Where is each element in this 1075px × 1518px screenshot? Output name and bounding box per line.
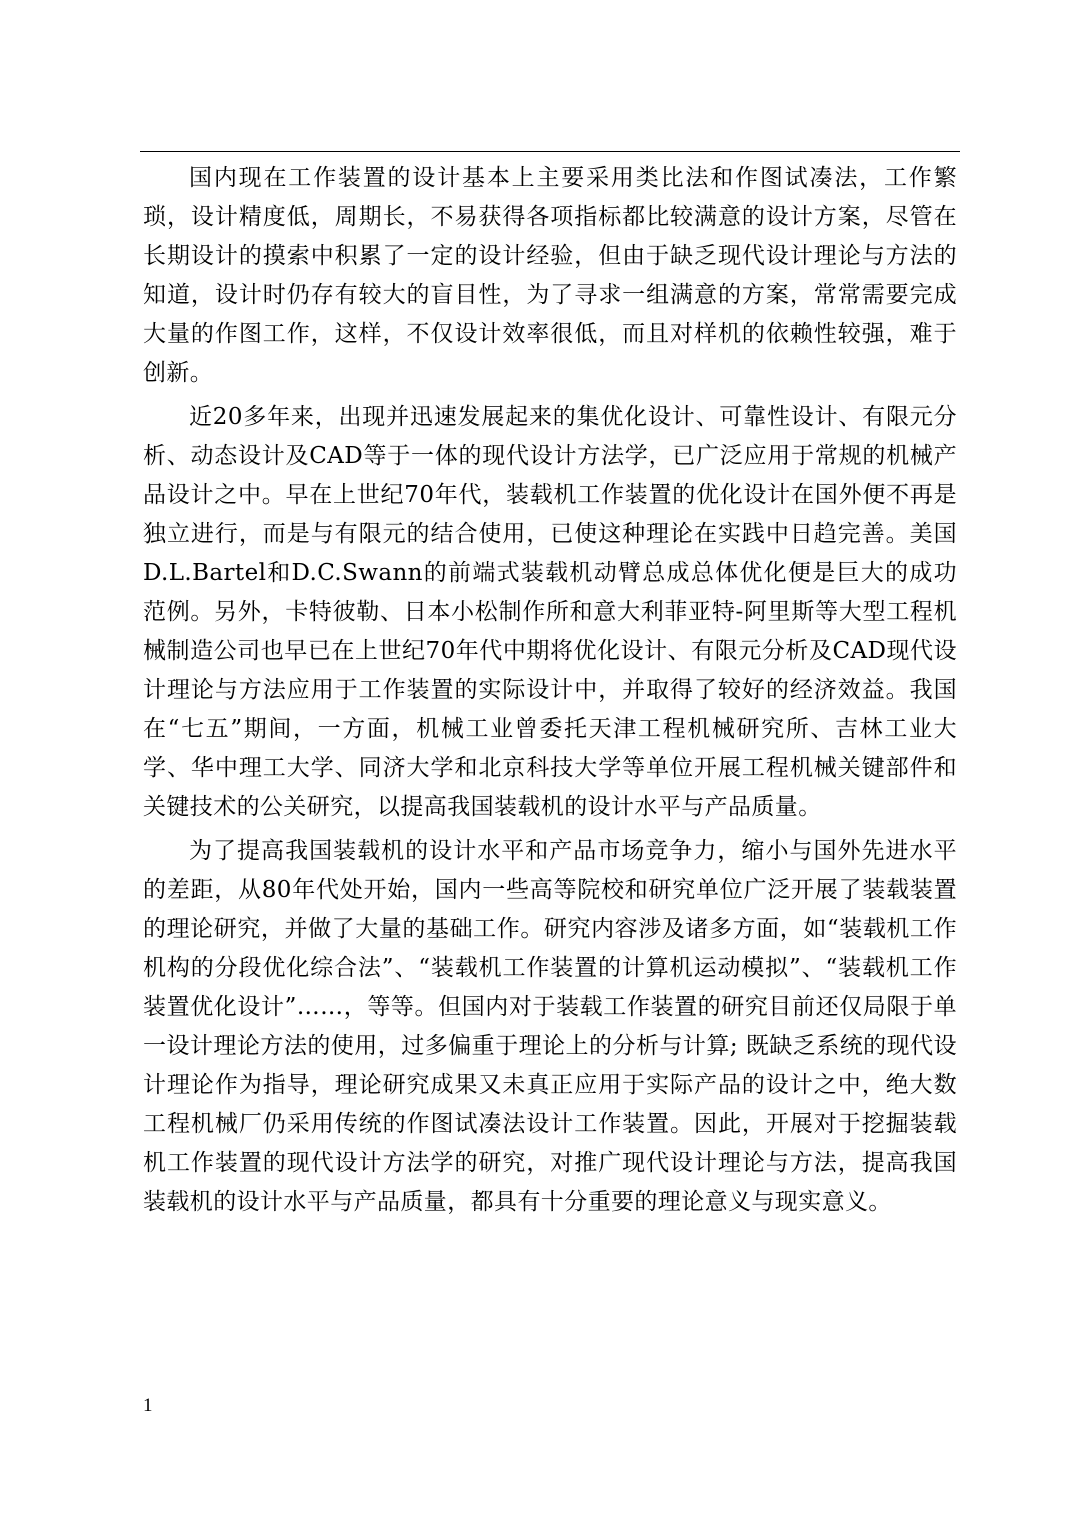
- paragraph-modern-methods: 近20多年来，出现并迅速发展起来的集优化设计、可靠性设计、有限元分析、动态设计及CAD等于一体的现代设计方法学，已广泛应用于常规的机械产品设计之中。早在上世纪70年代，装载机工作装置的优化设计在国外便不再是独立进行，而是与有限元的结合使用，已使这种理论在实践中日趋完善。美国D.L.Bartel和D.C.Swann的前端式装载机动臂总成总体优化便是巨大的成功范例。另外，卡特彼勒、日本小松制作所和意大利菲亚特-阿里斯等大型工程机械制造公司也早已在上世纪70年代中期将优化设计、有限元分析及CAD现代设计理论与方法应用于工作装置的实际设计中，并取得了较好的经济效益。我国在“七五”期间，一方面，机械工业曾委托天津工程机械研究所、吉林工业大学、华中理工大学、同济大学和北京科技大学等单位开展工程机械关键部件和关键技术的公关研究，以提高我国装载机的设计水平与产品质量。: [143, 404, 957, 820]
- body-text: [143, 159, 957, 1227]
- header-rule: [140, 151, 960, 152]
- page-number: 1: [143, 1395, 153, 1416]
- paragraph-design-status: 国内现在工作装置的设计基本上主要采用类比法和作图试凑法，工作繁琐，设计精度低，周期长，不易获得各项指标都比较满意的设计方案，尽管在长期设计的摸索中积累了一定的设计经验，但由于缺乏现代设计理论与方法的知道，设计时仍存有较大的盲目性，为了寻求一组满意的方案，常常需要完成大量的作图工作，这样，不仅设计效率很低，而且对样机的依赖性较强，难于创新。: [143, 165, 957, 386]
- paragraph-domestic-research: 为了提高我国装载机的设计水平和产品市场竞争力，缩小与国外先进水平的差距，从80年代处开始，国内一些高等院校和研究单位广泛开展了装载装置的理论研究，并做了大量的基础工作。研究内容涉及诸多方面，如“装载机工作机构的分段优化综合法”、“装载机工作装置的计算机运动模拟”、“装载机工作装置优化设计”……，等等。但国内对于装载工作装置的研究目前还仅局限于单一设计理论方法的使用，过多偏重于理论上的分析与计算; 既缺乏系统的现代设计理论作为指导，理论研究成果又未真正应用于实际产品的设计之中，绝大数工程机械厂仍采用传统的作图试凑法设计工作装置。因此，开展对于挖掘装载机工作装置的现代设计方法学的研究，对推广现代设计理论与方法，提高我国装载机的设计水平与产品质量，都具有十分重要的理论意义与现实意义。: [143, 838, 957, 1215]
